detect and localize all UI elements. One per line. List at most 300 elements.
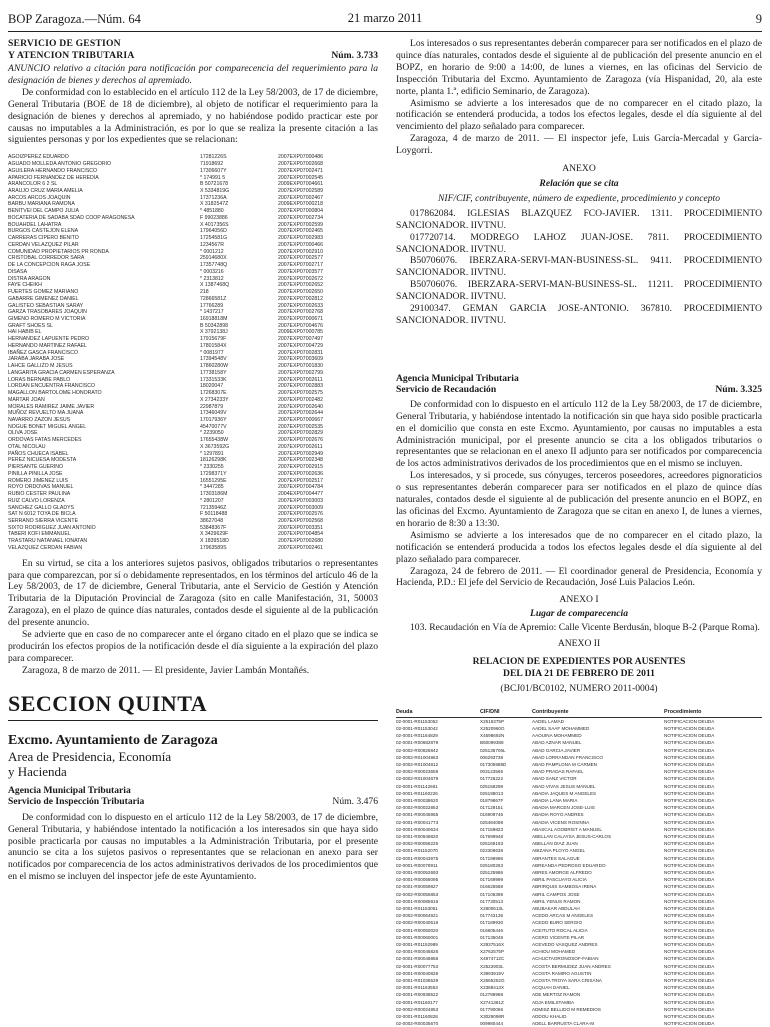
person-name: BARBU MARIANA RAMONA bbox=[8, 201, 75, 208]
person-expediente: 2007EXP07002734 bbox=[278, 214, 324, 221]
person-id: 16918818M bbox=[200, 315, 228, 322]
person-id: 17306607Y bbox=[200, 167, 227, 174]
person-name: MUÑOZ REVUELTO MA JUANA bbox=[8, 410, 84, 417]
table-row bbox=[396, 927, 762, 934]
table-cell: NOTIFICACION DEUDA bbox=[664, 992, 715, 998]
person-expediente: 2007EXP07002768 bbox=[278, 309, 324, 316]
person-id: * 2239050 bbox=[200, 430, 224, 437]
table-row bbox=[396, 991, 762, 998]
table-cell: 02-0001-R00043975 bbox=[396, 855, 439, 861]
table-cell: X2762575P bbox=[480, 949, 505, 955]
person-id: * 0003216 bbox=[200, 268, 224, 275]
section-heading-2 bbox=[8, 50, 378, 62]
person-id: * 1297891 bbox=[200, 450, 224, 457]
table-row bbox=[396, 855, 762, 862]
table-cell: 025180263 bbox=[480, 862, 503, 868]
column-header: Deuda bbox=[396, 708, 413, 715]
annex-entry: 29100347. GEMAN GARCIA JOSE-ANTONIO. 367810. PROCEDIMIENTO SANCIONADOR. IIVTNU. bbox=[396, 303, 762, 326]
person-name: ROYO ORDOVAS MANUEL bbox=[8, 484, 74, 491]
table-cell: NOTIFICACION DEUDA bbox=[664, 769, 715, 775]
person-name: ARANCOLOR 6 2 SL bbox=[8, 181, 58, 188]
page-header bbox=[8, 6, 762, 32]
person-id: 38627048 bbox=[200, 518, 224, 524]
column-header: Contribuyente bbox=[532, 708, 569, 715]
person-id: F 50118488 bbox=[200, 511, 228, 518]
person-name: AGUADO MOLLEDA ANTONIO GREGORIO bbox=[8, 161, 112, 168]
body-paragraph: 103. Recaudación en Vía de Apremio: Calle Vicente Berdusán, bloque B-2 (Parque Roma). bbox=[410, 622, 760, 634]
table-cell: NOTIFICACION DEUDA bbox=[664, 754, 715, 760]
person-expediente: 2007EXP07000486 bbox=[278, 154, 324, 161]
section-title-line2: Y ATENCION TRIBUTARIA bbox=[8, 49, 135, 61]
table-row bbox=[396, 754, 762, 761]
annex-entry: 017720714. MODREGO LAHOZ JUAN-JOSE. 7811. PROCEDIMIENTO SANCIONADOR. IIVTNU. bbox=[396, 231, 762, 255]
person-name: ARAUJO CRUZ MARIA AMELIA bbox=[8, 188, 83, 195]
table-cell: ABREANDA PEDROSO EDUARDO bbox=[532, 862, 606, 868]
table-cell: 02-0002-R01004863 bbox=[396, 754, 439, 760]
table-cell: 02-0001-R00938522 bbox=[396, 992, 439, 998]
table-cell: 022306638 bbox=[480, 848, 503, 854]
person-id: 17860280W bbox=[200, 363, 228, 370]
table-cell: 02-0002-R00023659 bbox=[396, 769, 439, 775]
table-cell: 009980444 bbox=[480, 1021, 503, 1027]
table-cell: 02-0001-R00040828 bbox=[396, 970, 439, 976]
table-cell: ABADIA ROYO ANDRES bbox=[532, 812, 584, 818]
person-name: BOUAHDEL LAHATRA bbox=[8, 221, 62, 228]
person-expediente: 2007EXP07002517 bbox=[278, 477, 324, 484]
table-cell: ABRIL YENUS RAMON bbox=[532, 898, 581, 904]
person-expediente: 2007EXP07002535 bbox=[278, 423, 324, 430]
person-name: HERNANDO MARTINEZ RAFAEL bbox=[8, 342, 87, 349]
person-name: PINILLA PINILLA JOSE bbox=[8, 470, 63, 477]
person-expediente: 2007EXP07002611 bbox=[278, 443, 323, 450]
table-cell: NOTIFICACION DEUDA bbox=[664, 1014, 715, 1020]
left-column bbox=[8, 38, 378, 1018]
person-expediente: 2007EXP07002717 bbox=[278, 262, 324, 269]
person-id: * 0081977 bbox=[200, 349, 224, 356]
person-name: BENITVEI DEL CAMPO JULIA bbox=[8, 208, 80, 215]
person-id: X 1387468Q bbox=[200, 282, 230, 289]
table-cell: X2388413X bbox=[480, 985, 505, 991]
body-paragraph: Asimismo se advierte a los interesados que de no comparecer en el citado plazo, la notificación se entenderá producida a todos los efectos legales desde el día siguiente al del plazo señalado para comparecer. bbox=[396, 529, 762, 565]
table-cell: ADDOU KHALID bbox=[532, 1014, 567, 1020]
table-row bbox=[396, 847, 762, 854]
person-expediente: 2007EXP07003351 bbox=[278, 524, 324, 531]
table-cell: 02-0001-R01160177 bbox=[396, 999, 438, 1005]
table-cell: X3993919V bbox=[480, 970, 505, 976]
person-name: GARZA TRASOBARES JOAQUIN bbox=[8, 309, 87, 316]
announcement-number: Núm. 3.733 bbox=[331, 49, 378, 61]
table-cell: ABRIRQUIS SAMBOSA IRENA bbox=[532, 884, 597, 890]
table-cell: 016605446 bbox=[480, 927, 503, 933]
person-id: 17655438W bbox=[200, 437, 228, 444]
table-cell: 02-0001-R01152989 bbox=[396, 941, 438, 947]
table-cell: 02-0002-R00055853 bbox=[396, 891, 439, 897]
person-expediente: 2007EXP07000667 bbox=[278, 416, 324, 423]
person-id: F 99023886 bbox=[200, 214, 228, 221]
council-title: Excmo. Ayuntamiento de Zaragoza bbox=[8, 732, 218, 748]
person-id: * 0001212 bbox=[200, 248, 224, 255]
table-cell: 02-0001-R01142661 bbox=[396, 783, 438, 789]
person-expediente: 2007EXP07002611 bbox=[278, 376, 323, 383]
person-id: * 174991 5 bbox=[200, 174, 226, 181]
table-cell: X4974712C bbox=[480, 956, 505, 962]
table-cell: 02-0002-R01004679 bbox=[396, 776, 439, 782]
person-expediente: 2007EXP07002672 bbox=[278, 275, 324, 282]
person-name: GABARRE GIMENEZ DANIEL bbox=[8, 295, 79, 302]
person-id: X 2734233Y bbox=[200, 396, 229, 403]
table-cell: ABELLAN DIAZ JUAN bbox=[532, 841, 578, 847]
service-name: Servicio de Recaudación bbox=[396, 384, 497, 396]
table-row bbox=[396, 891, 762, 898]
table-cell: 012788988 bbox=[480, 992, 503, 998]
table-row bbox=[396, 797, 762, 804]
person-id: 53848367F bbox=[200, 524, 227, 531]
person-id: X 3182547Z bbox=[200, 201, 229, 208]
person-id: 17371236A bbox=[200, 194, 227, 201]
person-name: LAHCE GALLIZO M JESUS bbox=[8, 363, 73, 370]
column-header: Procedimiento bbox=[664, 708, 702, 715]
table-cell: 02-0001-R00046826 bbox=[396, 949, 439, 955]
person-id: 17357748Q bbox=[200, 262, 228, 269]
table-cell: NOTIFICACION DEUDA bbox=[664, 761, 715, 767]
table-cell: NOTIFICACION DEUDA bbox=[664, 1021, 715, 1027]
table-row bbox=[396, 840, 762, 847]
person-id: 17298371Y bbox=[200, 470, 227, 477]
person-id: X 3673592G bbox=[200, 443, 230, 450]
person-id: * 1437217 bbox=[200, 309, 224, 316]
section-banner: SECCION QUINTA bbox=[8, 691, 378, 721]
table-cell: NOTIFICACION DEUDA bbox=[664, 985, 715, 991]
person-name: PAÑOS CHUECA ISABEL bbox=[8, 450, 69, 457]
table-cell: X2565252G bbox=[480, 978, 505, 983]
annex-title: ANEXO bbox=[562, 163, 596, 175]
table-cell: 016909746 bbox=[480, 812, 503, 818]
table-cell: 025484098 bbox=[480, 819, 503, 825]
table-row bbox=[396, 934, 762, 941]
announcement-number: Núm. 3.325 bbox=[715, 384, 762, 396]
person-id: * 3447285 bbox=[200, 484, 224, 491]
table-cell: 02-0001-R01153051 bbox=[396, 905, 438, 911]
table-cell: 017169999 bbox=[480, 877, 503, 883]
table-row bbox=[396, 898, 762, 905]
table-cell: NOTIFICACION DEUDA bbox=[664, 999, 715, 1005]
table-row bbox=[396, 725, 762, 732]
annex-title: ANEXO II bbox=[557, 638, 601, 650]
table-row bbox=[396, 862, 762, 869]
table-cell: X2516375P bbox=[480, 718, 505, 724]
person-id: 25914680X bbox=[200, 255, 227, 262]
table-cell: ABRIL CAMPOS JOSE bbox=[532, 891, 580, 897]
person-name: TRASTARU NATANAEL IONATAN bbox=[8, 538, 88, 545]
table-cell: ACEDO ARCAS M ANGELES bbox=[532, 913, 594, 919]
person-id: X 1839518D bbox=[200, 538, 229, 545]
person-id: 17254581G bbox=[200, 235, 228, 242]
table-cell: 017305988D bbox=[480, 761, 507, 767]
person-id: 17017936Y bbox=[200, 416, 227, 423]
column-header: CIF/DNI bbox=[480, 708, 500, 715]
table-cell: NOTIFICACION DEUDA bbox=[664, 805, 715, 811]
header-rule bbox=[8, 31, 762, 32]
table-cell: 017198986 bbox=[480, 855, 503, 861]
person-id: 17738158Y bbox=[200, 369, 227, 376]
person-name: GIMENO ROMERO M VICTORIA bbox=[8, 315, 86, 322]
table-cell: 01879867F bbox=[480, 797, 504, 803]
table-cell: 025169193 bbox=[480, 841, 503, 847]
person-expediente: 2007EXP07002471 bbox=[278, 167, 324, 174]
table-row bbox=[396, 876, 762, 883]
table-cell: 02-0001-R01153042 bbox=[396, 725, 438, 731]
table-cell: NOTIFICACION DEUDA bbox=[664, 905, 715, 911]
person-id: 17915679F bbox=[200, 336, 227, 343]
table-cell: 017699948 bbox=[480, 833, 503, 839]
table-row bbox=[396, 941, 762, 948]
table-cell: NOTIFICACION DEUDA bbox=[664, 934, 715, 940]
relation-reference: (BCJ01/BC0102, NUMERO 2011-0004) bbox=[500, 682, 658, 694]
table-cell: 02-0002-R00035670 bbox=[396, 1021, 439, 1027]
table-row bbox=[396, 732, 762, 739]
body-paragraph: De conformidad con lo dispuesto en el artículo 112 de la Ley 58/2003, de 17 de diciembre, General Tributaria, y habiéndose intentado la notificación sin que haya sido posible practicarla en el domicilio que consta en este Excmo. Ayuntamiento, por causas no imputables a esta Administración municipal, por el presente anuncio se cita a los obligados tributarios o representantes que se relacionan en el anexo II adjunto para ser notificados por comparecencia de los actos administrativos derivados de los procedimientos que en el mismo se incluyen. bbox=[396, 398, 762, 470]
table-cell: ABRES AMORGE ALFREDO bbox=[532, 869, 592, 875]
table-row bbox=[396, 739, 762, 746]
table-cell: NOTIFICACION DEUDA bbox=[664, 898, 715, 904]
person-name: ARCOS ARCOS JOAQUIN bbox=[8, 194, 71, 201]
table-cell: NOTIFICACION DEUDA bbox=[664, 783, 715, 789]
table-cell: 02-0002-R00826842 bbox=[396, 747, 439, 753]
table-cell: 02-0001-R01152070 bbox=[396, 848, 438, 854]
person-expediente: 2007EXP07002983 bbox=[278, 235, 324, 242]
table-cell: ABAD PAMPLONA M CARMEN bbox=[532, 761, 598, 767]
table-cell: NOTIFICACION DEUDA bbox=[664, 855, 715, 861]
annex-subtitle: Relación que se cita bbox=[539, 177, 619, 189]
table-cell: 02-0001-R00085916 bbox=[396, 898, 439, 904]
table-row bbox=[396, 804, 762, 811]
person-expediente: 2007EXP07002831 bbox=[278, 349, 324, 356]
person-name: GALISTEO SEBASTIAN SARAY bbox=[8, 302, 84, 309]
person-expediente: 2007EXP07002482 bbox=[278, 396, 324, 403]
table-cell: NOTIFICACION DEUDA bbox=[664, 970, 715, 976]
table-cell: NOTIFICACION DEUDA bbox=[664, 841, 715, 847]
service-name: Servicio de Inspección Tributaria bbox=[8, 796, 145, 808]
person-id: X 3429629F bbox=[200, 531, 229, 538]
person-expediente: 2007EXP07002676 bbox=[278, 437, 324, 444]
table-cell: X2937516X bbox=[480, 941, 505, 947]
person-name: LORAS BERNABE PABLO bbox=[8, 376, 71, 383]
person-name: DISTRA ARAGON bbox=[8, 275, 51, 282]
table-row bbox=[396, 783, 762, 790]
table-cell: ACOSTA RAMIRO AGUSTIN bbox=[532, 970, 592, 976]
table-row bbox=[396, 883, 762, 890]
table-row bbox=[396, 775, 762, 782]
table-row bbox=[396, 1006, 762, 1013]
table-cell: NOTIFICACION DEUDA bbox=[664, 733, 715, 739]
table-row bbox=[396, 955, 762, 962]
table-cell: NOTIFICACION DEUDA bbox=[664, 978, 715, 983]
body-paragraph: Los interesados o sus representantes deberán comparecer para ser notificados en el plazo de quince días naturales, contados desde el siguiente al de publicación del presente anuncio en el BOPZ, en horario de 9:00 a 14:00, de lunes a viernes, en las oficinas del Servicio de Inspección Tributaria del Excmo. Ayuntamiento de Zaragoza (vía Hispanidad, 20, ala este norte, planta 1.ª, edificio Seminario, de Zaragoza). bbox=[396, 38, 762, 97]
table-cell: 016625588 bbox=[480, 884, 503, 890]
person-expediente: 2007EXP07002461 bbox=[278, 544, 324, 551]
table-cell: X2800513L bbox=[480, 905, 504, 911]
signature-line: Zaragoza, 8 de marzo de 2011. — El presidente, Javier Lambán Montañés. bbox=[22, 664, 310, 676]
table-cell: NOTIFICACION DEUDA bbox=[664, 963, 715, 969]
person-name: RUIZ CALVO LORENZA bbox=[8, 497, 65, 504]
table-cell: X4598692N bbox=[480, 733, 505, 739]
person-id: 17281226S bbox=[200, 154, 227, 161]
person-id: 17331533K bbox=[200, 376, 227, 383]
person-name: AGUILERA HERNANDO FRANCISCO bbox=[8, 167, 98, 174]
person-expediente: 2007EXP07002829 bbox=[278, 430, 324, 437]
table-cell: NOTIFICACION DEUDA bbox=[664, 949, 715, 955]
person-expediente: 2009EXP07000785 bbox=[278, 329, 324, 336]
person-expediente: 2007EXP07003003 bbox=[278, 497, 324, 504]
table-row bbox=[396, 826, 762, 833]
table-cell: ABRANTES SALAGUE bbox=[532, 855, 580, 861]
table-cell: NOTIFICACION DEUDA bbox=[664, 913, 715, 919]
person-expediente: 2007EXP07004676 bbox=[278, 322, 324, 329]
table-cell: ACHUCTAORONOSOF-FABIAN bbox=[532, 956, 599, 962]
person-expediente: 2007EXP07002568 bbox=[278, 518, 324, 524]
announcement-summary: ANUNCIO relativo a citación para notificación por comparecencia del requerimiento para la designación de bienes y derechos al apremiado. bbox=[8, 63, 378, 86]
body-paragraph: Se advierte que en caso de no comparecer ante el órgano citado en el plazo que se indica se producirán los efectos propios de la notificación desde el día siguiente a la expiración del plazo para comparecer. bbox=[8, 629, 378, 664]
table-cell: NOTIFICACION DEUDA bbox=[664, 941, 715, 947]
person-name: VELAZQUEZ CERDAN FABIAN bbox=[8, 544, 83, 551]
table-row bbox=[396, 999, 762, 1006]
table-cell: ABELLAN CALAYSA JESUS-CARLOS bbox=[532, 833, 612, 839]
table-cell: 017730513 bbox=[480, 898, 503, 904]
person-name: CERDAN VELAZQUEZ PILAR bbox=[8, 241, 79, 248]
person-name: MAGALLON BARTOLOME HONORATO bbox=[8, 390, 102, 397]
table-cell: NOTIFICACION DEUDA bbox=[664, 848, 715, 854]
person-id: 16551295E bbox=[200, 477, 227, 484]
table-cell: 025198013 bbox=[480, 790, 503, 796]
person-name: LANGARITA GRACIA CARMEN ESPERANZA bbox=[8, 369, 115, 376]
table-cell: NOTIFICACION DEUDA bbox=[664, 956, 715, 962]
person-id: X 5334819G bbox=[200, 188, 230, 195]
table-cell: 02-0001-R00058095 bbox=[396, 877, 439, 883]
person-id: B 50342898 bbox=[200, 322, 228, 329]
table-row bbox=[396, 869, 762, 876]
person-name: TABERI KOFI EMMANUEL bbox=[8, 531, 71, 538]
person-expediente: 2007EXP07002465 bbox=[278, 228, 324, 235]
person-expediente: 2007EXP07002577 bbox=[278, 255, 324, 262]
person-name: OLIVA JOSE bbox=[8, 430, 38, 437]
agency-heading-2 bbox=[396, 384, 762, 396]
person-name: HERNANDEZ LAPUENTE PEDRO bbox=[8, 336, 89, 343]
table-row bbox=[396, 919, 762, 926]
annex-subtitle: Lugar de comparecencia bbox=[529, 608, 629, 620]
table-cell: ABADIA JAQUES M ANGELES bbox=[532, 790, 597, 796]
table-cell: ABUBAKAR ABDULAH bbox=[532, 905, 580, 911]
person-expediente: 2007EXP07002467 bbox=[278, 194, 324, 201]
table-cell: 02-0001-R01160226 bbox=[396, 790, 438, 796]
table-cell: ABIZANA PLOYO ANGEL bbox=[532, 848, 586, 854]
table-cell: NOTIFICACION DEUDA bbox=[664, 927, 715, 933]
table-cell: 006293738 bbox=[480, 754, 503, 760]
agency-heading bbox=[396, 373, 762, 385]
table-cell: ADE MERTOZ RAMON bbox=[532, 992, 581, 998]
page-number: 9 bbox=[755, 11, 762, 26]
agency-heading-2 bbox=[8, 796, 378, 808]
table-cell: 017135048 bbox=[480, 934, 503, 940]
body-paragraph: De conformidad con lo dispuesto en el artículo 112 de la Ley 58/2003, de 17 de diciembre, General Tributaria, y habiéndose intentado la notificación a los interesados sin que haya sido posible practicarla por causas no imputables a la Administración Tributaria, por el presente anuncio se cita a los sujetos pasivos o representantes que se relacionan en anexo para ser notificados por comparecencia de los actos administrativos derivados de los procedimientos que en el mismo se incluyen del inspector jefe de este Ayuntamiento. bbox=[8, 811, 378, 883]
table-cell: ACOSTA BERMUDEZ JUAN ANDRES bbox=[532, 963, 611, 969]
table-cell: ABAD GARCIA JAVIER bbox=[532, 747, 581, 753]
person-id: 18126298K bbox=[200, 457, 227, 464]
table-cell: ADELL BARRUSTA CLARA-M bbox=[532, 1021, 595, 1027]
person-name: DISASA bbox=[8, 268, 28, 275]
person-expediente: 2007EXP07003577 bbox=[278, 268, 324, 275]
table-cell: 02-0002-R00058225 bbox=[396, 841, 439, 847]
debts-table-body bbox=[396, 718, 762, 1027]
area-title-2: y Hacienda bbox=[8, 763, 67, 779]
person-expediente: 2007EXP07002348 bbox=[278, 457, 324, 464]
table-cell: NOTIFICACION DEUDA bbox=[664, 718, 715, 724]
table-cell: 02-0002-R00024853 bbox=[396, 1006, 439, 1012]
person-name: RUBIO CESTER PAULINA bbox=[8, 491, 71, 498]
table-cell: ACEVEDO VASQUEZ ANDRES bbox=[532, 941, 598, 947]
person-name: NAVARRO ZAZON JESUS bbox=[8, 416, 71, 423]
table-row bbox=[396, 747, 762, 754]
person-id: 1234567R bbox=[200, 241, 224, 248]
table-row bbox=[396, 833, 762, 840]
announcement-number: Núm. 3.476 bbox=[332, 796, 378, 808]
table-cell: ABAD LORRANDAN FRANCISCO bbox=[532, 754, 603, 760]
table-cell: X2522903L bbox=[480, 963, 504, 969]
person-name: OTAL NICOLAU bbox=[8, 443, 46, 450]
table-cell: 02-0002-R00040516 bbox=[396, 920, 439, 926]
table-cell: 02-0001-R00078911 bbox=[396, 862, 438, 868]
table-cell: NOTIFICACION DEUDA bbox=[664, 747, 715, 753]
table-row bbox=[396, 819, 762, 826]
person-name: PIERSANTE GUERINO bbox=[8, 464, 64, 471]
table-row bbox=[396, 963, 762, 970]
person-name: MORALES RAMIREZ JAIME JAVIER bbox=[8, 403, 95, 410]
agency-name: Agencia Municipal Tributaria bbox=[8, 784, 131, 796]
table-cell: 017159823 bbox=[480, 826, 503, 832]
table-cell: 025135706L bbox=[480, 747, 506, 753]
table-cell: 02-0001-R00041773 bbox=[396, 819, 439, 825]
table-cell: 025125986 bbox=[480, 869, 503, 875]
table-cell: ACOSTA TROYA SARA CRISANA bbox=[532, 978, 602, 983]
table-cell: 02-0001-R01160828 bbox=[396, 1014, 438, 1020]
table-cell: 02-0001-R00045865 bbox=[396, 812, 439, 818]
annex-entry: B50706076. IBERZARA-SERVI-MAN-BUSINESS-SL. 11211. PROCEDIMIENTO SANCIONADOR. IIVTNU. bbox=[396, 279, 762, 303]
body-paragraph: Asimismo se advierte a los interesados que de no comparecer en el citado plazo, la notificación se entenderá producida, a todos los efectos legales, desde el día siguiente al del vencimiento del plazo señalado para comparecer. bbox=[396, 97, 762, 133]
body-paragraph: Los interesados, y si procede, sus cónyuges, terceros poseedores, acreedores pignoraticios o sus representantes deberán comparecer para ser notificados en el plazo de quince días naturales, contados desde el siguiente al de publicación del presente anuncio en el BOPZ, en las oficinas del Excmo. Ayuntamiento de Zaragoza que se citan en anexo I, de lunes a viernes, en horario de 8:30 a 13:30. bbox=[396, 470, 762, 529]
person-id: X 4017356S bbox=[200, 221, 229, 228]
table-cell: ABASCAL AGOBRIST A MANUEL bbox=[532, 826, 602, 832]
table-cell: 02-0001-R00040634 bbox=[396, 826, 439, 832]
person-expediente: 2007EXP07002883 bbox=[278, 383, 324, 390]
person-id: 17801584X bbox=[200, 342, 227, 349]
person-expediente: 2009EXP07004661 bbox=[278, 181, 324, 188]
table-cell: NOTIFICACION DEUDA bbox=[664, 891, 715, 897]
table-cell: NOTIFICACION DEUDA bbox=[664, 862, 715, 868]
area-title: Area de Presidencia, Economía bbox=[8, 748, 172, 764]
person-name: FUERTES GOMEZ MARIANO bbox=[8, 289, 79, 296]
table-cell: ABADIA MARCEN JOSE-LUIS bbox=[532, 805, 595, 811]
person-id: 45470077V bbox=[200, 423, 227, 430]
table-cell: NOTIFICACION DEUDA bbox=[664, 1006, 715, 1012]
person-id: 17346049V bbox=[200, 410, 227, 417]
table-cell: X2520960G bbox=[480, 725, 505, 731]
table-cell: 02-0001-R00038620 bbox=[396, 797, 439, 803]
person-expediente: 2007EXP07004854 bbox=[278, 531, 324, 538]
body-paragraph: En su virtud, se cita a los anteriores sujetos pasivos, obligados tributarios o representantes para que comparezcan, por sí o debidamente representados, en los términos del artículo 46 de la Ley 58/2003, de 17 de diciembre, General Tributaria, ante el Servicio de Gestión y Atención Tributaria de la Diputación Provincial de Zaragoza (sito en calle Manifestación, 31, 50003 Zaragoza), en el plazo de quince días naturales, contados desde el siguiente al de la publicación del presente anuncio. bbox=[8, 557, 378, 629]
table-row bbox=[396, 912, 762, 919]
table-cell: ABAD AZNAR MANUEL bbox=[532, 740, 582, 746]
persons-list bbox=[8, 154, 378, 551]
table-row bbox=[396, 984, 762, 991]
